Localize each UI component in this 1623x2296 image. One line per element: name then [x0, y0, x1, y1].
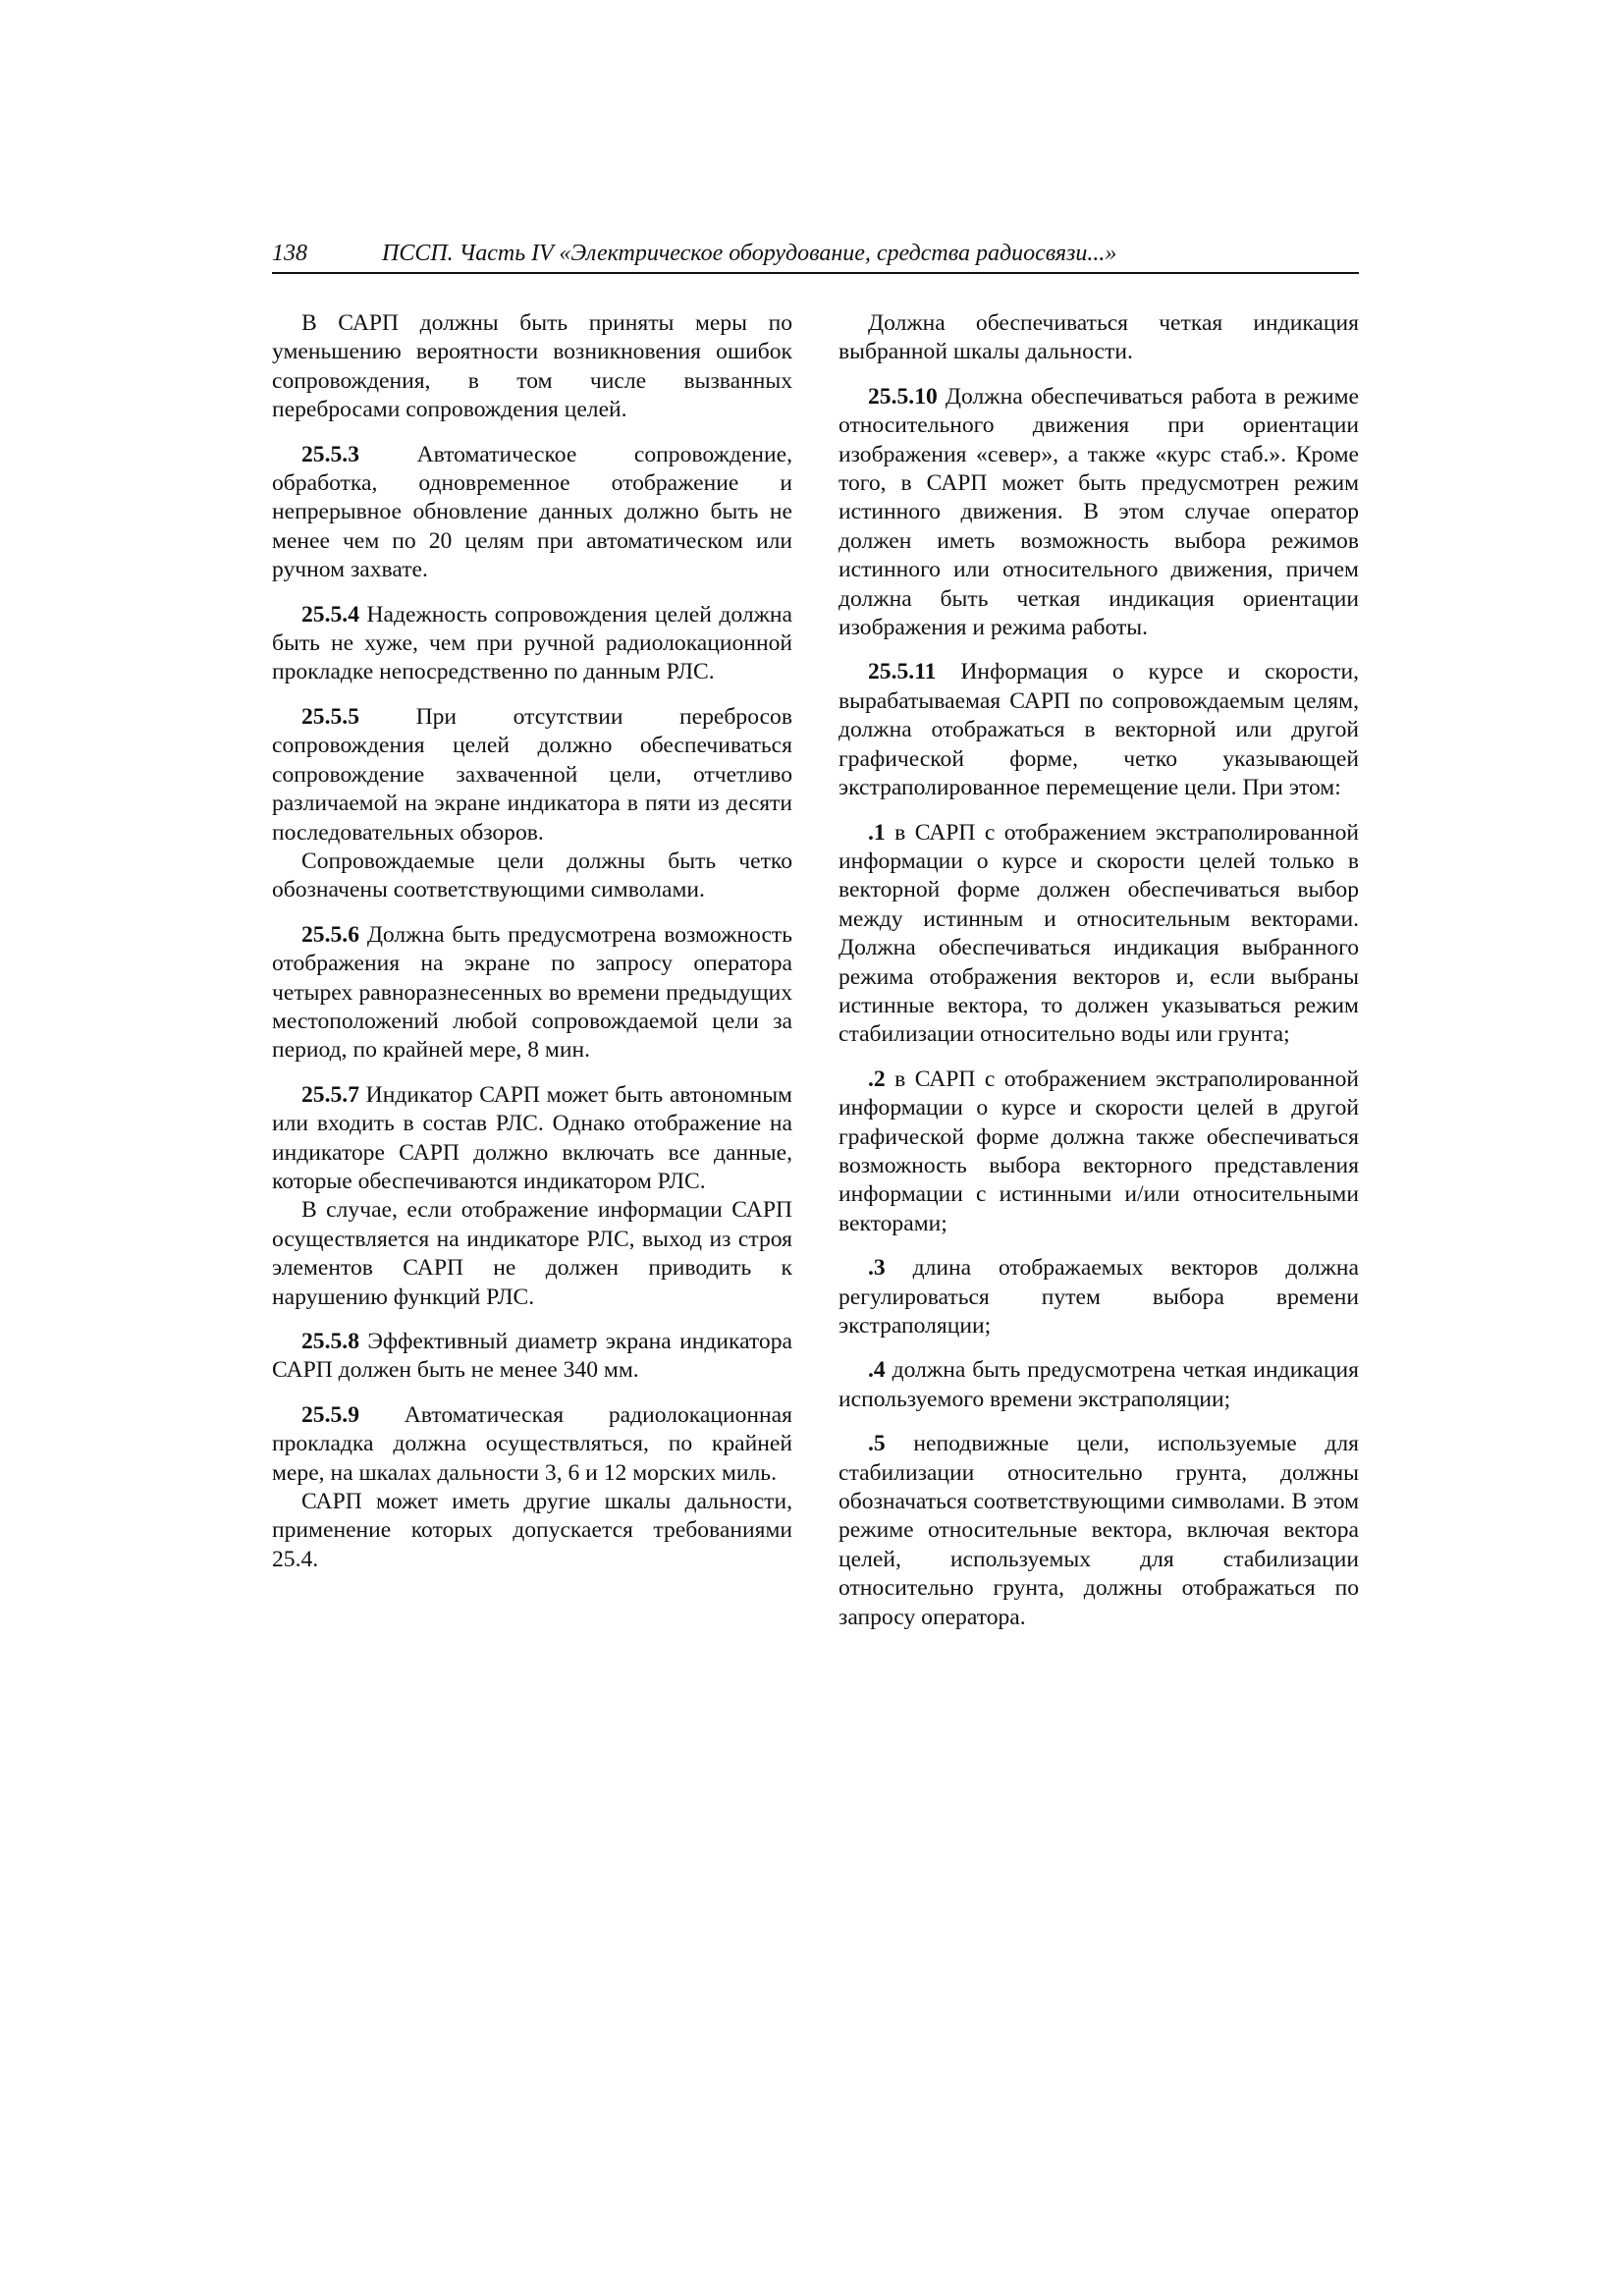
clause-number: 25.5.10: [868, 383, 938, 410]
clause-text: Должна обеспечиваться четкая индикация выбранной шкалы дальности.: [839, 310, 1359, 365]
paragraph: [839, 383, 1359, 643]
clause-text: Автоматическая радиолокационная прокладка должна осуществляться, по крайней мере, на шкалах дальности 3, 6 и 12 морских миль.: [272, 1401, 792, 1486]
paragraph: [839, 658, 1359, 802]
paragraph: [272, 921, 792, 1066]
clause-text: При отсутствии перебросов сопровождения целей должно обеспечиваться сопровождение захваченной цели, отчетливо различаемой на экране индикатора в пяти из десяти последовательных обзоров.: [272, 703, 792, 846]
clause-number: 25.5.11: [868, 659, 937, 685]
clause-number: .5: [868, 1431, 886, 1457]
paragraph: [272, 847, 792, 905]
clause-text: в САРП с отображением экстраполированной информации о курсе и скорости целей только в векторной форме должен обеспечиваться выбор между истинным и относительным векторами. Должна обеспечиваться индикация выбранного режима отображения векторов и, если выбраны истинные вектора, то должен указываться режим стабилизации относительно воды или грунта;: [839, 819, 1359, 1048]
clause-text: Должна обеспечиваться работа в режиме относительного движения при ориентации изображения «север», а также «курс стаб.». Кроме того, в САРП может быть предусмотрен режим истинного движения. В этом случае оператор должен иметь возможность выбора режимов истинного или относительного движения, причем должна быть четкая индикация ориентации изображения и режима работы.: [839, 383, 1359, 641]
paragraph: [272, 1401, 792, 1488]
clause-text: Индикатор САРП может быть автономным или входить в состав РЛС. Однако отображение на индикаторе САРП должно включать все данные, которые обеспечиваются индикатором РЛС.: [272, 1081, 792, 1194]
clause-number: 25.5.5: [301, 703, 359, 730]
paragraph: [839, 1430, 1359, 1632]
clause-number: 25.5.4: [301, 601, 359, 628]
clause-text: Надежность сопровождения целей должна быть не хуже, чем при ручной радиолокационной прокладке непосредственно по данным РЛС.: [272, 601, 792, 685]
clause-number: .2: [868, 1066, 886, 1092]
paragraph: [272, 1196, 792, 1312]
paragraph: [272, 1328, 792, 1386]
paragraph: [272, 309, 792, 425]
clause-number: .4: [868, 1357, 886, 1384]
clause-text: В САРП должны быть приняты меры по уменьшению вероятности возникновения ошибок сопровождения, в том числе вызванных перебросами сопровождения целей.: [272, 310, 792, 423]
clause-number: 25.5.3: [301, 441, 359, 467]
clause-number: 25.5.8: [301, 1329, 359, 1354]
clause-number: 25.5.7: [301, 1081, 359, 1108]
clause-text: длина отображаемых векторов должна регулироваться путем выбора времени экстраполяции;: [839, 1255, 1359, 1339]
clause-text: Информация о курсе и скорости, вырабатываемая САРП по сопровождаемым целям, должна отображаться в векторной или другой графической форме, четко указывающей экстраполированное перемещение цели. При этом:: [839, 659, 1359, 801]
page-number: 138: [272, 241, 307, 266]
clause-text: Должна быть предусмотрена возможность отображения на экране по запросу оператора четырех равноразнесенных во времени предыдущих местоположений любой сопровождаемой цели за период, по крайней мере, 8 мин.: [272, 921, 792, 1064]
clause-number: .1: [868, 819, 886, 846]
clause-number: 25.5.9: [301, 1401, 359, 1428]
clause-text: Сопровождаемые цели должны быть четко обозначены соответствующими символами.: [272, 847, 792, 903]
clause-text: САРП может иметь другие шкалы дальности, применение которых допускается требованиями 25.4.: [272, 1489, 792, 1572]
left-column: [272, 309, 792, 1574]
clause-text: в САРП с отображением экстраполированной информации о курсе и скорости целей в другой графической форме должна также обеспечиваться возможность выбора векторного представления информации с истинными и/или относительными векторами;: [839, 1066, 1359, 1236]
clause-number: .3: [868, 1255, 886, 1282]
clause-text: Автоматическое сопровождение, обработка, одновременное отображение и непрерывное обновление данных должно быть не менее чем по 20 целям при автоматическом или ручном захвате.: [272, 441, 792, 583]
clause-text: должна быть предусмотрена четкая индикация используемого времени экстраполяции;: [839, 1357, 1359, 1412]
paragraph: [839, 1254, 1359, 1340]
clause-text: неподвижные цели, используемые для стабилизации относительно грунта, должны обозначаться соответствующими символами. В этом режиме относительные вектора, включая вектора целей, используемых для стабилизации относительно грунта, должны отображаться по запросу оператора.: [839, 1431, 1359, 1630]
paragraph: [839, 1066, 1359, 1238]
paragraph: [272, 441, 792, 585]
paragraph: [839, 1356, 1359, 1414]
running-title: ПССП. Часть IV «Электрическое оборудование, средства радиосвязи...»: [382, 241, 1117, 266]
paragraph: [272, 601, 792, 687]
paragraph: [272, 703, 792, 847]
page-header: [272, 239, 1359, 274]
clause-text: В случае, если отображение информации САРП осуществляется на индикаторе РЛС, выход из строя элементов САРП не должен приводить к нарушению функций РЛС.: [272, 1197, 792, 1310]
right-column: [839, 309, 1359, 1632]
clause-text: Эффективный диаметр экрана индикатора САРП должен быть не менее 340 мм.: [272, 1329, 792, 1384]
paragraph: [272, 1488, 792, 1574]
clause-number: 25.5.6: [301, 921, 359, 948]
paragraph: [839, 819, 1359, 1050]
paragraph: [272, 1081, 792, 1197]
paragraph: [839, 309, 1359, 367]
